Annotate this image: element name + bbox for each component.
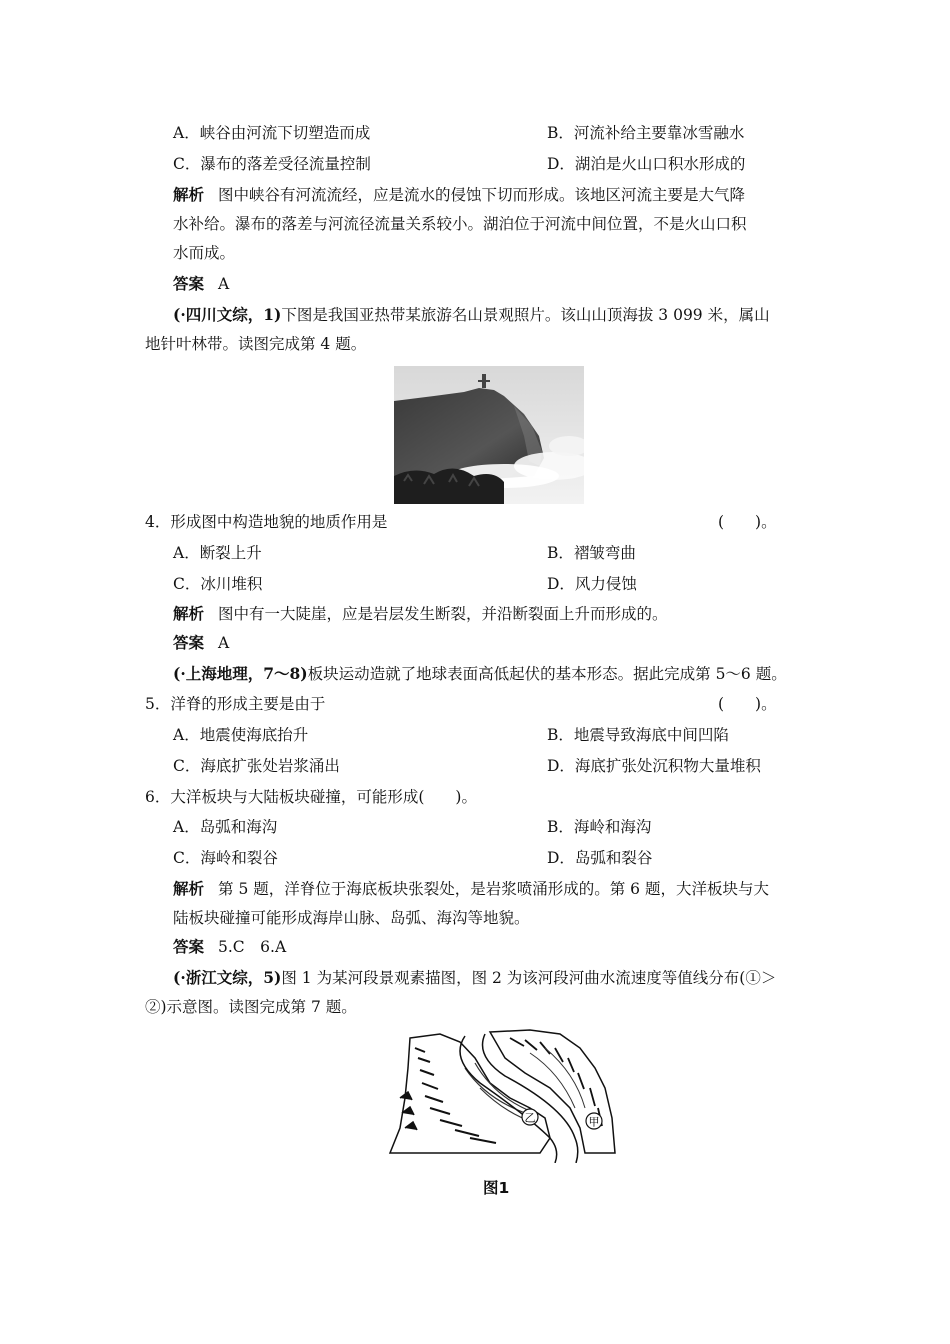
q6-analysis-line-2: 陆板块碰撞可能形成海岸山脉、岛弧、海沟等地貌。	[173, 909, 530, 927]
q6-option-c: C．海岭和裂谷	[173, 849, 278, 867]
q6-answer-value: 5.C 6.A	[218, 938, 287, 956]
q4-analysis	[173, 604, 668, 624]
q7-intro-line-2: ②)示意图。读图完成第 7 题。	[145, 998, 357, 1016]
q6-answer	[173, 937, 286, 957]
q3-answer	[173, 274, 229, 294]
analysis-label: 解析	[173, 879, 205, 898]
answer-label: 答案	[173, 937, 205, 956]
q5-paren: ( )。	[718, 695, 777, 713]
q6-options-row-2	[173, 848, 653, 868]
q5-option-c: C．海底扩张处岩浆涌出	[173, 757, 340, 775]
q4-stem-line	[145, 512, 777, 532]
q4-options-row-1	[173, 543, 636, 563]
q5-option-d: D．海底扩张处沉积物大量堆积	[547, 757, 761, 775]
label-jia: 甲	[588, 1115, 600, 1129]
q7-intro-line-1	[173, 968, 776, 988]
q5-option-a: A．地震使海底抬升	[173, 726, 309, 744]
q4-answer-value: A	[218, 634, 230, 652]
q3-option-d: D．湖泊是火山口积水形成的	[547, 155, 746, 173]
q5-options-row-1	[173, 725, 729, 745]
q3-option-c: C．瀑布的落差受径流量控制	[173, 155, 371, 173]
q6-option-b: B．海岭和海沟	[547, 818, 652, 836]
q4-option-d: D．风力侵蚀	[547, 575, 637, 593]
analysis-label: 解析	[173, 604, 205, 623]
q3-analysis-line-1	[173, 185, 745, 205]
q4-intro-text-1: 下图是我国亚热带某旅游名山景观照片。该山山顶海拔 3 099 米，属山	[281, 306, 770, 324]
q4-stem: 4．形成图中构造地貌的地质作用是	[145, 513, 388, 531]
river-landscape-sketch	[380, 1028, 620, 1163]
q7-source: (·浙江文综，5)	[173, 968, 282, 987]
q6-options-row-1	[173, 817, 652, 837]
q3-options-row-1	[173, 123, 745, 143]
q3-analysis-text-1: 图中峡谷有河流流经，应是流水的侵蚀下切而形成。该地区河流主要是大气降	[218, 186, 746, 204]
mountain-cliff-photo	[394, 366, 584, 504]
q5-stem: 5．洋脊的形成主要是由于	[145, 695, 326, 713]
q56-intro-text: 板块运动造就了地球表面高低起伏的基本形态。据此完成第 5～6 题。	[307, 665, 787, 683]
q5-option-b: B．地震导致海底中间凹陷	[547, 726, 729, 744]
label-yi: 乙	[524, 1111, 536, 1125]
q4-intro-line-1	[173, 305, 770, 325]
q3-analysis-line-3: 水而成。	[173, 244, 236, 262]
answer-label: 答案	[173, 633, 205, 652]
q3-analysis-line-2: 水补给。瀑布的落差与河流径流量关系较小。湖泊位于河流中间位置，不是火山口积	[173, 215, 747, 233]
q4-option-a: A．断裂上升	[173, 544, 262, 562]
q6-analysis-text-1: 第 5 题，洋脊位于海底板块张裂处，是岩浆喷涌形成的。第 6 题，大洋板块与大	[218, 880, 769, 898]
q4-source: (·四川文综，1)	[173, 305, 282, 324]
q56-intro	[173, 664, 787, 684]
q4-paren: ( )。	[718, 513, 777, 531]
q4-intro-line-2: 地针叶林带。读图完成第 4 题。	[145, 335, 367, 353]
q4-options-row-2	[173, 574, 637, 594]
q5-stem-line	[145, 694, 777, 714]
q3-options-row-2	[173, 154, 746, 174]
q6-option-a: A．岛弧和海沟	[173, 818, 278, 836]
q4-option-c: C．冰川堆积	[173, 575, 263, 593]
q56-source: (·上海地理，7～8)	[173, 664, 308, 683]
q6-stem: 6．大洋板块与大陆板块碰撞，可能形成( )。	[145, 788, 477, 806]
q4-analysis-text: 图中有一大陡崖，应是岩层发生断裂，并沿断裂面上升而形成的。	[218, 605, 668, 623]
q3-answer-value: A	[218, 275, 230, 293]
q6-analysis-line-1	[173, 879, 769, 899]
q4-option-b: B．褶皱弯曲	[547, 544, 636, 562]
analysis-label: 解析	[173, 185, 205, 204]
q6-option-d: D．岛弧和裂谷	[547, 849, 653, 867]
figure-1-caption: 图1	[483, 1179, 510, 1197]
q4-answer	[173, 633, 229, 653]
q3-option-b: B．河流补给主要靠冰雪融水	[547, 124, 745, 142]
answer-label: 答案	[173, 274, 205, 293]
q5-options-row-2	[173, 756, 761, 776]
q7-intro-text-1: 图 1 为某河段景观素描图，图 2 为该河段河曲水流速度等值线分布(①＞	[281, 969, 777, 987]
q3-option-a: A．峡谷由河流下切塑造而成	[173, 124, 371, 142]
